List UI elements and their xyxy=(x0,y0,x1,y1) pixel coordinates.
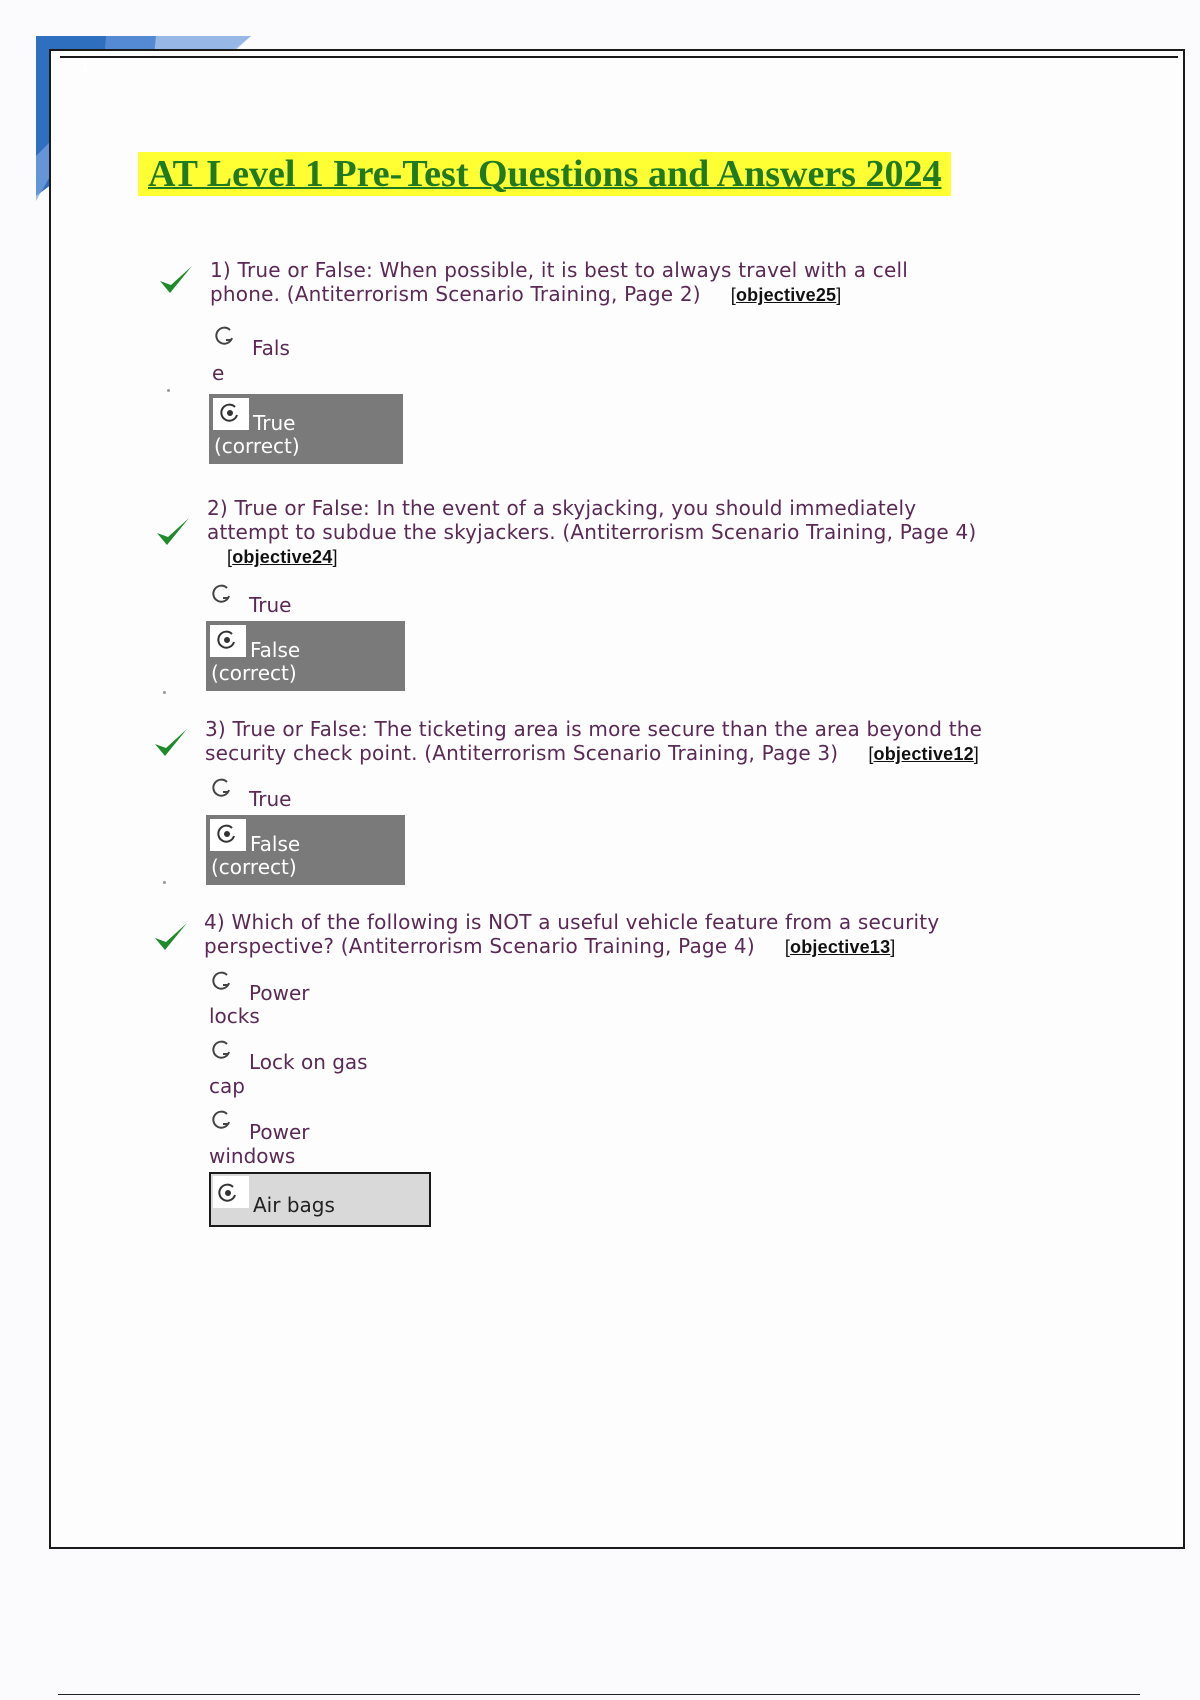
page-number: 1 xyxy=(80,56,91,77)
option-label: Air bags xyxy=(253,1193,335,1217)
option-label: False xyxy=(250,638,301,662)
radio-button-icon[interactable] xyxy=(214,325,236,347)
page-title: AT Level 1 Pre-Test Questions and Answers 2024 xyxy=(138,152,951,196)
checkmark-icon xyxy=(153,726,189,760)
stray-dot xyxy=(167,389,170,392)
question-4-line1: 4) Which of the following is NOT a useful vehicle feature from a security xyxy=(204,910,940,934)
option-label: True xyxy=(253,411,296,435)
question-3-line2: security check point. (Antiterrorism Scenario Training, Page 3) xyxy=(205,741,839,765)
checkmark-icon xyxy=(153,920,189,954)
question-1-line1: 1) True or False: When possible, it is best to always travel with a cell xyxy=(210,258,909,282)
option-label: False xyxy=(250,832,301,856)
radio-selected-icon[interactable] xyxy=(217,1182,239,1204)
radio-button-icon[interactable] xyxy=(211,777,233,799)
question-4-line2: perspective? (Antiterrorism Scenario Training, Page 4) xyxy=(204,934,755,958)
frame-top-rule xyxy=(60,56,1178,58)
option-label[interactable]: True xyxy=(249,787,292,811)
question-3-text xyxy=(205,717,982,766)
radio-button-icon[interactable] xyxy=(211,1039,233,1061)
correct-answer-option[interactable] xyxy=(206,621,405,691)
question-3-line2-row xyxy=(205,741,982,766)
correct-marker: (correct) xyxy=(211,661,297,685)
selected-answer-option[interactable] xyxy=(209,1172,431,1227)
radio-selected-icon[interactable] xyxy=(219,402,241,424)
question-2-objective-row xyxy=(207,544,976,569)
checkmark-icon xyxy=(155,515,191,549)
correct-answer-option[interactable] xyxy=(209,394,403,464)
objective-link[interactable]: [objective24] xyxy=(227,547,338,567)
option-label-wrap[interactable]: e xyxy=(212,361,225,385)
radio-button-icon[interactable] xyxy=(211,970,233,992)
question-1-text xyxy=(210,258,908,307)
correct-answer-option[interactable] xyxy=(206,815,405,885)
option-label[interactable]: Power xyxy=(249,1120,310,1144)
option-label-wrap[interactable]: locks xyxy=(209,1004,260,1028)
radio-selected-icon[interactable] xyxy=(216,629,238,651)
objective-link[interactable]: [objective13] xyxy=(784,937,896,957)
footer-rule xyxy=(58,1694,1140,1695)
option-label[interactable]: Power xyxy=(249,981,310,1005)
question-3-line1: 3) True or False: The ticketing area is more secure than the area beyond the xyxy=(205,717,983,741)
checkmark-icon xyxy=(158,263,194,297)
question-4-text xyxy=(204,910,939,959)
question-2-line1: 2) True or False: In the event of a skyjacking, you should immediately xyxy=(207,496,917,520)
correct-marker: (correct) xyxy=(211,855,297,879)
option-label-wrap[interactable]: windows xyxy=(209,1144,296,1168)
option-label[interactable]: Lock on gas xyxy=(249,1050,368,1074)
question-1-line2: phone. (Antiterrorism Scenario Training, Page 2) xyxy=(210,282,701,306)
stray-dot xyxy=(163,881,166,884)
radio-button-icon[interactable] xyxy=(211,1109,233,1131)
question-1-line2-row xyxy=(210,282,908,307)
option-label[interactable]: Fals xyxy=(252,336,290,360)
stray-dot xyxy=(163,691,166,694)
objective-link[interactable]: [objective25] xyxy=(730,285,842,305)
question-4-line2-row xyxy=(204,934,939,959)
option-label[interactable]: True xyxy=(249,593,292,617)
option-label-wrap[interactable]: cap xyxy=(209,1074,245,1098)
question-2-line2: attempt to subdue the skyjackers. (Antiterrorism Scenario Training, Page 4) xyxy=(207,520,977,544)
correct-marker: (correct) xyxy=(214,434,300,458)
radio-button-icon[interactable] xyxy=(211,583,233,605)
objective-link[interactable]: [objective12] xyxy=(868,744,979,764)
question-2-text xyxy=(207,496,976,569)
radio-selected-icon[interactable] xyxy=(216,823,238,845)
